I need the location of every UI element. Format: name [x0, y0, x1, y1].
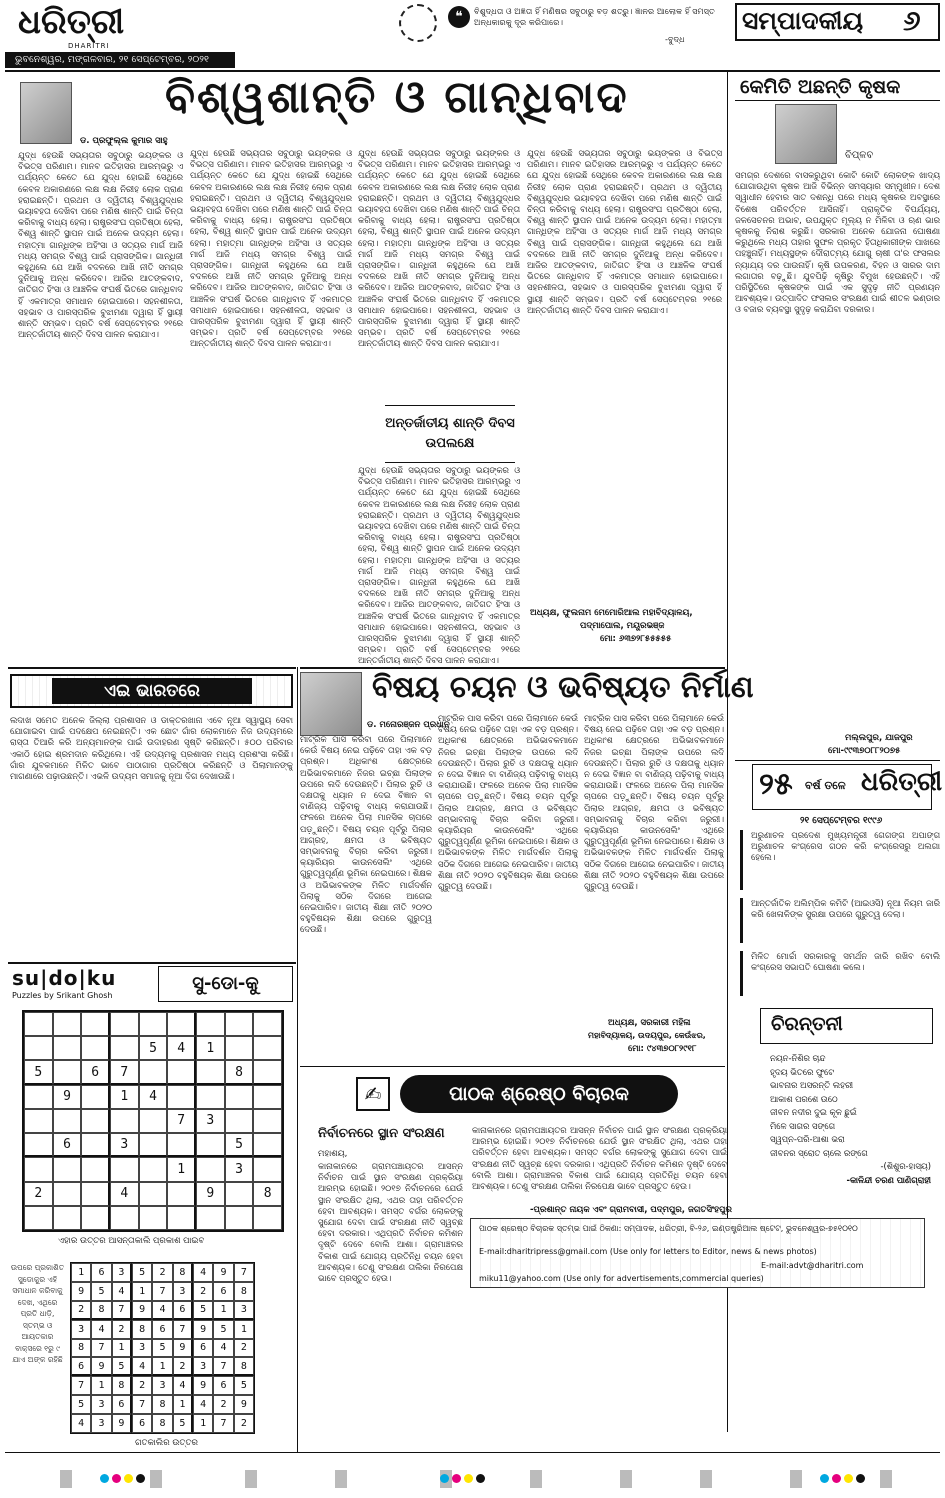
sudoku-answer-cell: 5	[71, 1395, 91, 1414]
poem-line: ଭାବନାର ଅସରନ୍ତି ଲହରୀ	[770, 1080, 854, 1090]
sudoku-cell[interactable]: 5	[225, 1133, 254, 1157]
author-photo-bishaya	[300, 672, 362, 736]
registration-dot	[856, 1474, 865, 1483]
logo[interactable]: ଧରିତ୍ରୀ	[18, 2, 125, 42]
sudoku-cell[interactable]	[53, 1060, 82, 1084]
sudoku-cell[interactable]	[253, 1133, 282, 1157]
sudoku-answer-cell: 5	[152, 1339, 172, 1358]
sudoku-cell[interactable]	[24, 1085, 53, 1109]
sudoku-cell[interactable]	[81, 1157, 110, 1181]
registration-dot	[476, 1474, 485, 1483]
sudoku-answer-cell: 8	[173, 1263, 193, 1282]
sudoku-cell[interactable]	[81, 1133, 110, 1157]
sudoku-answer-cell: 8	[91, 1301, 111, 1320]
sudoku-cell[interactable]: 9	[196, 1182, 225, 1206]
sudoku-answer-cell: 6	[91, 1263, 111, 1282]
lead-title: ବିଶ୍ୱଶାନ୍ତି ଓ ଗାନ୍ଧିବାଦ	[165, 72, 629, 123]
sudoku-answer-cell: 9	[234, 1395, 254, 1414]
sudoku-answer-cell: 9	[91, 1357, 111, 1376]
registration-marks	[0, 1466, 945, 1498]
krushak-body: ସମଗ୍ର ଦେଶରେ ବାସକରୁଥିବା କୋଟି କୋଟି ଲୋକଙ୍କ ଖାଦ୍ୟ ଯୋଗାଉଥିବା କୃଷକ ଆଜି ବିଭିନ୍ନ ସମସ୍ୟାର ସମ୍ମୁଖୀନ। ଦେଶ ସ୍ୱାଧୀନ ହେବାର ସାତ ଦଶନ୍ଧି ପରେ ମଧ୍ୟ କୃଷକର ଅବସ୍ଥାରେ ବିଶେଷ ପରିବର୍ତ୍ତନ ଆସିନାହିଁ। ପ୍ରାକୃତିକ ବିପର୍ଯ୍ୟୟ, ଜଳସେଚନର ଅଭାବ, ଉପଯୁକ୍ତ ମୂଲ୍ୟ ନ ମିଳିବା ଓ ଋଣ ଭାର କୃଷକକୁ ନିରାଶ କରୁଛି। ସରକାର ଅନେକ ଯୋଜନା ଘୋଷଣା କରୁଥିଲେ ମଧ୍ୟ ତାହାର ସୁଫଳ ପ୍ରକୃତ ହିତାଧିକାରୀଙ୍କ ପାଖରେ ପହଞ୍ଚୁନାହିଁ। ମଧ୍ୟସ୍ଥଙ୍କ ଦୌରାତ୍ମ୍ୟ ଯୋଗୁ ଚାଷୀ ତା'ର ଫସଲର ନ୍ୟାଯ୍ୟ ଦର ପାଉନାହିଁ। କୃଷି ଉପକରଣ, ବିହନ ଓ ସାରର ଦାମ ଲଗାତାର ବଢ଼ୁଛି। ଯୁବପିଢ଼ି କୃଷିରୁ ବିମୁଖ ହେଉଛନ୍ତି। ଏହି ପରିସ୍ଥିତିରେ କୃଷକଙ୍କ ପାଇଁ ଏକ ସୁଦୃଢ଼ ନୀତି ପ୍ରଣୟନ ଆବଶ୍ୟକ। ଉତ୍ପାଦିତ ଫସଲର ସଂରକ୍ଷଣ ପାଇଁ ଶୀତଳ ଭଣ୍ଡାର ଓ ବଜାର ବ୍ୟବସ୍ଥା ସୁଦୃଢ଼ କରାଯିବା ଦରକାର।	[735, 170, 940, 315]
bishaya-sign-2: ମହାବିଦ୍ୟାଳୟ, ଉଦୟପୁର, କେଉଁଝର,	[588, 1031, 706, 1040]
grey-bar	[530, 1470, 542, 1488]
sudoku-answer-cell: 4	[193, 1263, 213, 1282]
bishaya-column-2: ମାଟ୍ରିକ ପାସ କରିବା ପରେ ପିଲାମାନେ କେଉଁ ବିଷୟ ନେଇ ପଢ଼ିବେ ତାହା ଏକ ବଡ଼ ପ୍ରଶ୍ନ। ଅଧିକାଂଶ କ୍ଷେତ୍ରରେ ଅଭିଭାବକମାନେ ନିଜର ଇଚ୍ଛା ପିଲାଙ୍କ ଉପରେ ଲଦି ଦେଉଛନ୍ତି। ପିଲାର ରୁଚି ଓ ଦକ୍ଷତାକୁ ଧ୍ୟାନ ନ ଦେଇ ବିଜ୍ଞାନ ବା ବାଣିଜ୍ୟ ପଢ଼ିବାକୁ ବାଧ୍ୟ କରାଯାଉଛି। ଫଳରେ ଅନେକ ପିଲା ମାନସିକ ଚାପରେ ପଡ଼ୁଛନ୍ତି। ବିଷୟ ଚୟନ ପୂର୍ବରୁ ପିଲାର ଆଗ୍ରହ, କ୍ଷମତା ଓ ଭବିଷ୍ୟତ ସମ୍ଭାବନାକୁ ବିଚାର କରିବା ଜରୁରୀ। କ୍ୟାରିୟର କାଉନସେଲିଂ ଏଥିରେ ଗୁରୁତ୍ୱପୂର୍ଣ୍ଣ ଭୂମିକା ନେଇପାରେ। ଶିକ୍ଷକ ଓ ଅଭିଭାବକଙ୍କ ମିଳିତ ମାର୍ଗଦର୍ଶନ ପିଲାକୁ ସଠିକ ଦିଗରେ ଆଗେଇ ନେଇପାରିବ। ଜାତୀୟ ଶିକ୍ଷା ନୀତି ୨୦୨୦ ବହୁବିଷୟକ ଶିକ୍ଷା ଉପରେ ଗୁରୁତ୍ୱ ଦେଉଛି।	[438, 713, 578, 892]
sudoku-answer-cell: 4	[132, 1357, 152, 1376]
sudoku-cell[interactable]: 5	[24, 1060, 53, 1084]
sudoku-brand: su|do|ku	[12, 966, 117, 990]
sudoku-cell[interactable]: 6	[81, 1060, 110, 1084]
footer-rule	[5, 1452, 940, 1453]
sudoku-answer-cell: 5	[91, 1282, 111, 1301]
anniv-rule	[735, 760, 940, 761]
sudoku-cell[interactable]	[167, 1060, 196, 1084]
sudoku-answer-cell: 5	[213, 1320, 233, 1339]
sudoku-cell[interactable]	[81, 1109, 110, 1133]
registration-dot	[100, 1474, 109, 1483]
sudoku-answer-cell: 4	[173, 1376, 193, 1395]
sudoku-answer-cell: 2	[234, 1414, 254, 1433]
sudoku-answer-cell: 7	[132, 1395, 152, 1414]
sudoku-cell[interactable]	[53, 1012, 82, 1036]
sudoku-cell[interactable]	[110, 1036, 139, 1060]
registration-dot	[112, 1474, 121, 1483]
col-rule-2	[297, 667, 298, 1452]
section-rule-left	[8, 667, 296, 669]
sudoku-answer-cell: 7	[71, 1376, 91, 1395]
sudoku-cell[interactable]: 3	[225, 1157, 254, 1181]
poem-line: ମିଳେ ସାଗର ସଙ୍ଗେ	[770, 1120, 836, 1131]
anniv-item: ଆନ୍ତର୍ଜାତିକ ଅଲିମ୍ପିକ କମିଟି (ଆଇଓସି) ନୂଆ ନିୟମ ଜାରି କରି ଖେଳାଳିଙ୍କ ସୁରକ୍ଷା ଉପରେ ଗୁରୁତ୍ୱ ଦେଲା।	[740, 898, 940, 943]
quote-author: -ବୁଦ୍ଧ	[665, 34, 685, 44]
sudoku-rule	[8, 962, 296, 964]
sudoku-cell[interactable]	[253, 1036, 282, 1060]
grey-bar	[60, 1470, 72, 1488]
sudoku-answer-cell: 2	[132, 1376, 152, 1395]
pathak-address: ପାଠକ ଶ୍ରେଷ୍ଠ ବିଚାରକ ସ୍ତମ୍ଭ ପାଇଁ ଠିକଣା: ସମ୍ପାଦକ, ଧରିତ୍ରୀ, ବି-୨୬, ଇଣ୍ଡଷ୍ଟ୍ରିଆଲ ଷ୍ଟେଟ, ଭୁବନେଶ୍ୱର-୭୫୧୦୧୦	[479, 1224, 858, 1233]
sudoku-answer-cell: 7	[173, 1320, 193, 1339]
pathak-email-3[interactable]: miku11@yahoo.com (Use only for advertisements,commercial queries)	[479, 1274, 764, 1283]
sudoku-answer-cell: 7	[213, 1414, 233, 1433]
masthead	[0, 0, 945, 78]
grey-bar	[700, 1470, 712, 1488]
sudoku-cell[interactable]: 4	[139, 1085, 168, 1109]
anniv-label: ବର୍ଷ ତଳେ	[805, 779, 846, 792]
sudoku-answer-cell: 3	[193, 1357, 213, 1376]
pathak-body-2: କାନାକାନରେ ଗ୍ରାମପଞ୍ଚାୟତର ଆସନ୍ନ ନିର୍ବାଚନ ପାଇଁ ସ୍ଥାନ ସଂରକ୍ଷଣ ପ୍ରକ୍ରିୟା ଆରମ୍ଭ ହୋଇଛି। ୨୦୧୭ ନିର୍ବାଚନରେ ଯେଉଁ ସ୍ଥାନ ସଂରକ୍ଷିତ ଥିଲା, ଏଥର ତାହା ପରିବର୍ତ୍ତନ ହେବା ଆବଶ୍ୟକ। ସମସ୍ତ ବର୍ଗର ଲୋକଙ୍କୁ ସୁଯୋଗ ଦେବା ପାଇଁ ସଂରକ୍ଷଣ ନୀତି ସ୍ୱଚ୍ଛ ହେବା ଦରକାର। ଏଥିପ୍ରତି ନିର୍ବାଚନ କମିଶନ ଦୃଷ୍ଟି ଦେବେ ବୋଲି ଆଶା। ଗ୍ରାମାଞ୍ଚଳର ବିକାଶ ପାଇଁ ଯୋଗ୍ୟ ପ୍ରତିନିଧି ଚୟନ ହେବା ଆବଶ୍ୟକ। ତେଣୁ ସଂରକ୍ଷଣ ତାଲିକା ନିରପେକ୍ଷ ଭାବେ ପ୍ରସ୍ତୁତ ହେଉ।	[472, 1125, 727, 1192]
letters-icon: ✍	[356, 1077, 390, 1111]
lead-column-1: ଯୁଦ୍ଧ ହେଉଛି ସଭ୍ୟତାର ସବୁଠାରୁ ଭୟଙ୍କର ଓ ବିଭତ୍ସ ପରିଣାମ। ମାନବ ଇତିହାସର ଆରମ୍ଭରୁ ଏ ପର୍ଯ୍ୟନ୍ତ କେତେ ଯେ ଯୁଦ୍ଧ ହୋଇଛି ସେଥିରେ କେବଳ ଅକାରଣରେ ଲକ୍ଷ ଲକ୍ଷ ନିରୀହ ଲୋକ ପ୍ରାଣ ହରାଇଛନ୍ତି। ପ୍ରଥମ ଓ ଦ୍ୱିତୀୟ ବିଶ୍ୱଯୁଦ୍ଧର ଭୟାବହତା ଦେଖିବା ପରେ ମଣିଷ ଶାନ୍ତି ପାଇଁ ଚିନ୍ତା କରିବାକୁ ବାଧ୍ୟ ହେଲା। ରାଷ୍ଟ୍ରସଂଘ ପ୍ରତିଷ୍ଠା ହେଲା, ବିଶ୍ୱ ଶାନ୍ତି ସ୍ଥାପନ ପାଇଁ ଅନେକ ଉଦ୍ୟମ ହେଲା। ମହାତ୍ମା ଗାନ୍ଧିଙ୍କ ଅହିଂସା ଓ ସତ୍ୟର ମାର୍ଗ ଆଜି ମଧ୍ୟ ସମଗ୍ର ବିଶ୍ୱ ପାଇଁ ପ୍ରାସଙ୍ଗିକ। ଗାନ୍ଧିଜୀ କହୁଥିଲେ ଯେ ଆଖି ବଦଳରେ ଆଖି ନୀତି ସମଗ୍ର ଦୁନିଆକୁ ଅନ୍ଧ କରିଦେବ। ଆଜିର ଆତଙ୍କବାଦ, ଜାତିଗତ ହିଂସା ଓ ଆଞ୍ଚଳିକ ସଂଘର୍ଷ ଭିତରେ ଗାନ୍ଧିବାଦ ହିଁ ଏକମାତ୍ର ସମାଧାନ ହୋଇପାରେ। ସହନଶୀଳତା, ସହଭାବ ଓ ପାରସ୍ପରିକ ବୁଝାମଣା ଦ୍ୱାରା ହିଁ ସ୍ଥାୟୀ ଶାନ୍ତି ସମ୍ଭବ। ପ୍ରତି ବର୍ଷ ସେପ୍ଟେମ୍ବର ୨୧ରେ ଆନ୍ତର୍ଜାତୀୟ ଶାନ୍ତି ଦିବସ ପାଳନ କରାଯାଏ।	[18, 150, 183, 340]
lead-pullquote: ଅନ୍ତର୍ଜାତୀୟ ଶାନ୍ତି ଦିବସ ଉପଲକ୍ଷେ	[385, 405, 515, 463]
sudoku-cell[interactable]	[167, 1012, 196, 1036]
sudoku-cell[interactable]	[24, 1206, 53, 1230]
sudoku-answer-cell: 9	[193, 1376, 213, 1395]
sudoku-answer-cell: 1	[71, 1263, 91, 1282]
sudoku-answer-cell: 2	[213, 1395, 233, 1414]
sudoku-cell[interactable]: 7	[110, 1060, 139, 1084]
lead-column-2: ଯୁଦ୍ଧ ହେଉଛି ସଭ୍ୟତାର ସବୁଠାରୁ ଭୟଙ୍କର ଓ ବିଭତ୍ସ ପରିଣାମ। ମାନବ ଇତିହାସର ଆରମ୍ଭରୁ ଏ ପର୍ଯ୍ୟନ୍ତ କେତେ ଯେ ଯୁଦ୍ଧ ହୋଇଛି ସେଥିରେ କେବଳ ଅକାରଣରେ ଲକ୍ଷ ଲକ୍ଷ ନିରୀହ ଲୋକ ପ୍ରାଣ ହରାଇଛନ୍ତି। ପ୍ରଥମ ଓ ଦ୍ୱିତୀୟ ବିଶ୍ୱଯୁଦ୍ଧର ଭୟାବହତା ଦେଖିବା ପରେ ମଣିଷ ଶାନ୍ତି ପାଇଁ ଚିନ୍ତା କରିବାକୁ ବାଧ୍ୟ ହେଲା। ରାଷ୍ଟ୍ରସଂଘ ପ୍ରତିଷ୍ଠା ହେଲା, ବିଶ୍ୱ ଶାନ୍ତି ସ୍ଥାପନ ପାଇଁ ଅନେକ ଉଦ୍ୟମ ହେଲା। ମହାତ୍ମା ଗାନ୍ଧିଙ୍କ ଅହିଂସା ଓ ସତ୍ୟର ମାର୍ଗ ଆଜି ମଧ୍ୟ ସମଗ୍ର ବିଶ୍ୱ ପାଇଁ ପ୍ରାସଙ୍ଗିକ। ଗାନ୍ଧିଜୀ କହୁଥିଲେ ଯେ ଆଖି ବଦଳରେ ଆଖି ନୀତି ସମଗ୍ର ଦୁନିଆକୁ ଅନ୍ଧ କରିଦେବ। ଆଜିର ଆତଙ୍କବାଦ, ଜାତିଗତ ହିଂସା ଓ ଆଞ୍ଚଳିକ ସଂଘର୍ଷ ଭିତରେ ଗାନ୍ଧିବାଦ ହିଁ ଏକମାତ୍ର ସମାଧାନ ହୋଇପାରେ। ସହନଶୀଳତା, ସହଭାବ ଓ ପାରସ୍ପରିକ ବୁଝାମଣା ଦ୍ୱାରା ହିଁ ସ୍ଥାୟୀ ଶାନ୍ତି ସମ୍ଭବ। ପ୍ରତି ବର୍ଷ ସେପ୍ଟେମ୍ବର ୨୧ରେ ଆନ୍ତର୍ଜାତୀୟ ଶାନ୍ତି ଦିବସ ପାଳନ କରାଯାଏ।	[190, 148, 352, 349]
anniv-date: ୨୧ ସେପ୍ଟେମ୍ବର ୧୯୯୬	[800, 816, 883, 826]
sudoku-cell[interactable]: 3	[110, 1133, 139, 1157]
krushak-rule	[735, 100, 940, 101]
sudoku-answer-cell: 2	[234, 1339, 254, 1358]
lead-column-3: ଯୁଦ୍ଧ ହେଉଛି ସଭ୍ୟତାର ସବୁଠାରୁ ଭୟଙ୍କର ଓ ବିଭତ୍ସ ପରିଣାମ। ମାନବ ଇତିହାସର ଆରମ୍ଭରୁ ଏ ପର୍ଯ୍ୟନ୍ତ କେତେ ଯେ ଯୁଦ୍ଧ ହୋଇଛି ସେଥିରେ କେବଳ ଅକାରଣରେ ଲକ୍ଷ ଲକ୍ଷ ନିରୀହ ଲୋକ ପ୍ରାଣ ହରାଇଛନ୍ତି। ପ୍ରଥମ ଓ ଦ୍ୱିତୀୟ ବିଶ୍ୱଯୁଦ୍ଧର ଭୟାବହତା ଦେଖିବା ପରେ ମଣିଷ ଶାନ୍ତି ପାଇଁ ଚିନ୍ତା କରିବାକୁ ବାଧ୍ୟ ହେଲା। ରାଷ୍ଟ୍ରସଂଘ ପ୍ରତିଷ୍ଠା ହେଲା, ବିଶ୍ୱ ଶାନ୍ତି ସ୍ଥାପନ ପାଇଁ ଅନେକ ଉଦ୍ୟମ ହେଲା। ମହାତ୍ମା ଗାନ୍ଧିଙ୍କ ଅହିଂସା ଓ ସତ୍ୟର ମାର୍ଗ ଆଜି ମଧ୍ୟ ସମଗ୍ର ବିଶ୍ୱ ପାଇଁ ପ୍ରାସଙ୍ଗିକ। ଗାନ୍ଧିଜୀ କହୁଥିଲେ ଯେ ଆଖି ବଦଳରେ ଆଖି ନୀତି ସମଗ୍ର ଦୁନିଆକୁ ଅନ୍ଧ କରିଦେବ। ଆଜିର ଆତଙ୍କବାଦ, ଜାତିଗତ ହିଂସା ଓ ଆଞ୍ଚଳିକ ସଂଘର୍ଷ ଭିତରେ ଗାନ୍ଧିବାଦ ହିଁ ଏକମାତ୍ର ସମାଧାନ ହୋଇପାରେ। ସହନଶୀଳତା, ସହଭାବ ଓ ପାରସ୍ପରିକ ବୁଝାମଣା ଦ୍ୱାରା ହିଁ ସ୍ଥାୟୀ ଶାନ୍ତି ସମ୍ଭବ। ପ୍ରତି ବର୍ଷ ସେପ୍ଟେମ୍ବର ୨୧ରେ ଆନ୍ତର୍ଜାତୀୟ ଶାନ୍ତି ଦିବସ ପାଳନ କରାଯାଏ।	[358, 148, 520, 349]
sudoku-answer-cell: 7	[91, 1339, 111, 1358]
logo-subtitle: DHARITRI	[68, 42, 110, 50]
sudoku-cell[interactable]: 4	[110, 1182, 139, 1206]
sudoku-cell[interactable]	[139, 1133, 168, 1157]
sudoku-answer-cell: 7	[112, 1301, 132, 1320]
sudoku-cell[interactable]: 1	[110, 1085, 139, 1109]
sudoku-cell[interactable]	[196, 1085, 225, 1109]
sudoku-cell[interactable]: 8	[225, 1060, 254, 1084]
grey-bar	[790, 1470, 802, 1488]
sudoku-cell[interactable]	[167, 1085, 196, 1109]
sudoku-cell[interactable]: 6	[53, 1133, 82, 1157]
author-photo-lead	[20, 82, 72, 144]
poem-line: ଜୀବନର ସ୍ରୋତ ଚାଲେ ରଙ୍ଗେ	[770, 1147, 868, 1158]
sudoku-answer-cell: 5	[132, 1263, 152, 1282]
sudoku-cell[interactable]	[196, 1012, 225, 1036]
poem-line: ସ୍ୱପ୍ନ-ପରି-ଆଶା ଭରା	[770, 1134, 845, 1144]
sudoku-answer-cell: 6	[112, 1395, 132, 1414]
sudoku-answer-caption: ଗତକାଲିର ଉତ୍ତର	[135, 1438, 198, 1448]
sudoku-cell[interactable]	[81, 1182, 110, 1206]
pathak-banner	[360, 1075, 680, 1113]
sudoku-answer-cell: 2	[193, 1282, 213, 1301]
sudoku-answer-cell: 9	[173, 1339, 193, 1358]
sudoku-cell[interactable]	[81, 1012, 110, 1036]
sudoku-cell[interactable]	[81, 1036, 110, 1060]
sudoku-answer-cell: 2	[173, 1357, 193, 1376]
grey-bar	[880, 1470, 892, 1488]
sudoku-answer-cell: 1	[234, 1320, 254, 1339]
anniv-years: ୨୫	[759, 767, 793, 802]
sudoku-cell[interactable]	[24, 1036, 53, 1060]
anniv-paper: ଧରିତ୍ରୀ	[861, 767, 943, 797]
sudoku-title-odia: ସୁ-ଡୋ-କୁ	[158, 966, 293, 1002]
sudoku-answer-cell: 8	[132, 1320, 152, 1339]
bishaya-column-1: ମାଟ୍ରିକ ପାସ କରିବା ପରେ ପିଲାମାନେ କେଉଁ ବିଷୟ ନେଇ ପଢ଼ିବେ ତାହା ଏକ ବଡ଼ ପ୍ରଶ୍ନ। ଅଧିକାଂଶ କ୍ଷେତ୍ରରେ ଅଭିଭାବକମାନେ ନିଜର ଇଚ୍ଛା ପିଲାଙ୍କ ଉପରେ ଲଦି ଦେଉଛନ୍ତି। ପିଲାର ରୁଚି ଓ ଦକ୍ଷତାକୁ ଧ୍ୟାନ ନ ଦେଇ ବିଜ୍ଞାନ ବା ବାଣିଜ୍ୟ ପଢ଼ିବାକୁ ବାଧ୍ୟ କରାଯାଉଛି। ଫଳରେ ଅନେକ ପିଲା ମାନସିକ ଚାପରେ ପଡ଼ୁଛନ୍ତି। ବିଷୟ ଚୟନ ପୂର୍ବରୁ ପିଲାର ଆଗ୍ରହ, କ୍ଷମତା ଓ ଭବିଷ୍ୟତ ସମ୍ଭାବନାକୁ ବିଚାର କରିବା ଜରୁରୀ। କ୍ୟାରିୟର କାଉନସେଲିଂ ଏଥିରେ ଗୁରୁତ୍ୱପୂର୍ଣ୍ଣ ଭୂମିକା ନେଇପାରେ। ଶିକ୍ଷକ ଓ ଅଭିଭାବକଙ୍କ ମିଳିତ ମାର୍ଗଦର୍ଶନ ପିଲାକୁ ସଠିକ ଦିଗରେ ଆଗେଇ ନେଇପାରିବ। ଜାତୀୟ ଶିକ୍ଷା ନୀତି ୨୦୨୦ ବହୁବିଷୟକ ଶିକ୍ଷା ଉପରେ ଗୁରୁତ୍ୱ ଦେଉଛି।	[300, 734, 432, 935]
sudoku-answer-cell: 6	[213, 1282, 233, 1301]
sudoku-answer-cell: 2	[112, 1320, 132, 1339]
sudoku-answer-label: ଉପରେ ପ୍ରକାଶିତ ସୁଡୋକୁର ଏହି ସମାଧାନ କରିବାକୁ ଦେଖ, ଏଥିରେ ପ୍ରତି ଧାଡ଼ି, ସ୍ତମ୍ଭ ଓ ଆୟତକାର ବାକ୍ସରେ ୧ରୁ ୯ ଯାଏ ଅଙ୍କ ରହିଛି	[10, 1263, 65, 1364]
sudoku-cell[interactable]	[253, 1012, 282, 1036]
sudoku-cell[interactable]	[253, 1060, 282, 1084]
sudoku-answer-cell: 3	[152, 1376, 172, 1395]
pathak-email-1[interactable]: E-mail:dharitripress@gmail.com (Use only for letters to Editor, news & news photos)	[479, 1247, 817, 1256]
sudoku-cell[interactable]	[110, 1012, 139, 1036]
bishaya-title: ବିଷୟ ଚୟନ ଓ ଭବିଷ୍ୟତ ନିର୍ମାଣ	[372, 670, 754, 705]
anniv-item: ମିଳିତ ମୋର୍ଚ୍ଚା ସରକାରକୁ ସମର୍ଥନ ଜାରି ରଖିବ ବୋଲି କଂଗ୍ରେସ ସଭାପତି ଘୋଷଣା କଲେ।	[740, 951, 940, 996]
sudoku-answer-cell: 1	[152, 1357, 172, 1376]
registration-dot	[464, 1474, 473, 1483]
sudoku-cell[interactable]	[139, 1157, 168, 1181]
sudoku-cell[interactable]	[139, 1206, 168, 1230]
sudoku-cell[interactable]: 4	[167, 1036, 196, 1060]
sudoku-answer-cell: 8	[71, 1339, 91, 1358]
lead-sign-phone: ମୋ: ୬୩୭୨୮୫୫୫୫୫	[600, 634, 672, 644]
registration-dot	[844, 1474, 853, 1483]
bishaya-sign-1: ଅଧ୍ୟକ୍ଷ, ସରକାରୀ ମହିଳା	[608, 1018, 691, 1028]
sudoku-cell[interactable]	[253, 1085, 282, 1109]
sudoku-answer-cell: 6	[213, 1376, 233, 1395]
poem-line: ଆକାଶ ପରଶେ ଉଠେ	[770, 1093, 838, 1104]
sudoku-answer-cell: 9	[213, 1263, 233, 1282]
sudoku-cell[interactable]	[110, 1109, 139, 1133]
lead-column-4: ଯୁଦ୍ଧ ହେଉଛି ସଭ୍ୟତାର ସବୁଠାରୁ ଭୟଙ୍କର ଓ ବିଭତ୍ସ ପରିଣାମ। ମାନବ ଇତିହାସର ଆରମ୍ଭରୁ ଏ ପର୍ଯ୍ୟନ୍ତ କେତେ ଯେ ଯୁଦ୍ଧ ହୋଇଛି ସେଥିରେ କେବଳ ଅକାରଣରେ ଲକ୍ଷ ଲକ୍ଷ ନିରୀହ ଲୋକ ପ୍ରାଣ ହରାଇଛନ୍ତି। ପ୍ରଥମ ଓ ଦ୍ୱିତୀୟ ବିଶ୍ୱଯୁଦ୍ଧର ଭୟାବହତା ଦେଖିବା ପରେ ମଣିଷ ଶାନ୍ତି ପାଇଁ ଚିନ୍ତା କରିବାକୁ ବାଧ୍ୟ ହେଲା। ରାଷ୍ଟ୍ରସଂଘ ପ୍ରତିଷ୍ଠା ହେଲା, ବିଶ୍ୱ ଶାନ୍ତି ସ୍ଥାପନ ପାଇଁ ଅନେକ ଉଦ୍ୟମ ହେଲା। ମହାତ୍ମା ଗାନ୍ଧିଙ୍କ ଅହିଂସା ଓ ସତ୍ୟର ମାର୍ଗ ଆଜି ମଧ୍ୟ ସମଗ୍ର ବିଶ୍ୱ ପାଇଁ ପ୍ରାସଙ୍ଗିକ। ଗାନ୍ଧିଜୀ କହୁଥିଲେ ଯେ ଆଖି ବଦଳରେ ଆଖି ନୀତି ସମଗ୍ର ଦୁନିଆକୁ ଅନ୍ଧ କରିଦେବ। ଆଜିର ଆତଙ୍କବାଦ, ଜାତିଗତ ହିଂସା ଓ ଆଞ୍ଚଳିକ ସଂଘର୍ଷ ଭିତରେ ଗାନ୍ଧିବାଦ ହିଁ ଏକମାତ୍ର ସମାଧାନ ହୋଇପାରେ। ସହନଶୀଳତା, ସହଭାବ ଓ ପାରସ୍ପରିକ ବୁଝାମଣା ଦ୍ୱାରା ହିଁ ସ୍ଥାୟୀ ଶାନ୍ତି ସମ୍ଭବ। ପ୍ରତି ବର୍ଷ ସେପ୍ଟେମ୍ବର ୨୧ରେ ଆନ୍ତର୍ଜାତୀୟ ଶାନ୍ତି ଦିବସ ପାଳନ କରାଯାଏ।	[527, 148, 722, 315]
sudoku-grid[interactable]	[22, 1010, 284, 1232]
bishaya-column-3: ମାଟ୍ରିକ ପାସ କରିବା ପରେ ପିଲାମାନେ କେଉଁ ବିଷୟ ନେଇ ପଢ଼ିବେ ତାହା ଏକ ବଡ଼ ପ୍ରଶ୍ନ। ଅଧିକାଂଶ କ୍ଷେତ୍ରରେ ଅଭିଭାବକମାନେ ନିଜର ଇଚ୍ଛା ପିଲାଙ୍କ ଉପରେ ଲଦି ଦେଉଛନ୍ତି। ପିଲାର ରୁଚି ଓ ଦକ୍ଷତାକୁ ଧ୍ୟାନ ନ ଦେଇ ବିଜ୍ଞାନ ବା ବାଣିଜ୍ୟ ପଢ଼ିବାକୁ ବାଧ୍ୟ କରାଯାଉଛି। ଫଳରେ ଅନେକ ପିଲା ମାନସିକ ଚାପରେ ପଡ଼ୁଛନ୍ତି। ବିଷୟ ଚୟନ ପୂର୍ବରୁ ପିଲାର ଆଗ୍ରହ, କ୍ଷମତା ଓ ଭବିଷ୍ୟତ ସମ୍ଭାବନାକୁ ବିଚାର କରିବା ଜରୁରୀ। କ୍ୟାରିୟର କାଉନସେଲିଂ ଏଥିରେ ଗୁରୁତ୍ୱପୂର୍ଣ୍ଣ ଭୂମିକା ନେଇପାରେ। ଶିକ୍ଷକ ଓ ଅଭିଭାବକଙ୍କ ମିଳିତ ମାର୍ଗଦର୍ଶନ ପିଲାକୁ ସଠିକ ଦିଗରେ ଆଗେଇ ନେଇପାରିବ। ଜାତୀୟ ଶିକ୍ଷା ନୀତି ୨୦୨୦ ବହୁବିଷୟକ ଶିକ୍ଷା ଉପରେ ଗୁରୁତ୍ୱ ଦେଉଛି।	[584, 713, 724, 892]
sudoku-cell[interactable]: 1	[196, 1036, 225, 1060]
sudoku-answer-cell: 4	[152, 1301, 172, 1320]
sudoku-cell[interactable]: 1	[167, 1157, 196, 1181]
sudoku-answer-cell: 9	[112, 1414, 132, 1433]
bishaya-rule	[300, 667, 725, 669]
poem-source: -(ଶିଶୁର-ହାସ୍ୟ)	[880, 1161, 931, 1171]
sudoku-answer-cell: 4	[193, 1395, 213, 1414]
sudoku-cell[interactable]	[225, 1109, 254, 1133]
sudoku-answer-cell: 3	[173, 1282, 193, 1301]
pathak-footer-box	[470, 1218, 925, 1288]
sudoku-answer-cell: 4	[213, 1339, 233, 1358]
sudoku-cell[interactable]: 9	[53, 1085, 82, 1109]
sudoku-answer-cell: 4	[112, 1282, 132, 1301]
krushak-sign: ମଲ୍ଲପୁର, ଯାଜପୁର	[845, 733, 913, 743]
sudoku-answer-cell: 8	[152, 1414, 172, 1433]
grey-bar	[335, 1470, 347, 1488]
pathak-rule	[300, 1066, 725, 1067]
anniv-item: ଅରୁଣାଚଳ ପ୍ରଦେଶ ମୁଖ୍ୟମନ୍ତ୍ରୀ ଗେଗଙ୍ଗ ଅପାଙ୍ଗ ଅରୁଣାଚଳ କଂଗ୍ରେସ ଗଠନ କରି କଂଗ୍ରେସରୁ ଅଲଗା ହେଲେ।	[740, 830, 940, 890]
lead-sign-2: ପଦ୍ମାପୋଲ, ମୟୂରଭଞ୍ଜ	[580, 621, 665, 631]
sudoku-cell[interactable]	[81, 1206, 110, 1230]
sudoku-cell[interactable]	[253, 1109, 282, 1133]
sudoku-answer-grid	[70, 1262, 255, 1434]
sudoku-answer-cell: 6	[173, 1301, 193, 1320]
sudoku-cell[interactable]	[196, 1157, 225, 1181]
sudoku-cell[interactable]	[167, 1206, 196, 1230]
bishaya-phone: ମୋ: ୯୪୩୭୦୮୨୯୧୮	[628, 1044, 697, 1054]
sudoku-cell[interactable]	[24, 1109, 53, 1133]
bharat-header	[10, 674, 293, 708]
sudoku-cell[interactable]	[139, 1109, 168, 1133]
sudoku-cell[interactable]	[225, 1206, 254, 1230]
sudoku-answer-cell: 5	[234, 1376, 254, 1395]
sudoku-answer-cell: 3	[132, 1339, 152, 1358]
sudoku-answer-cell: 9	[71, 1282, 91, 1301]
sudoku-answer-cell: 4	[91, 1320, 111, 1339]
pathak-sign: -ପ୍ରଶାନ୍ତ ନାୟକ ଏବଂ ଗ୍ରାମବାସୀ, ପଦ୍ମପୁର, ଜଗତସିଂହପୁର	[530, 1205, 732, 1215]
sudoku-cell[interactable]	[253, 1157, 282, 1181]
sudoku-answer-cell: 1	[173, 1395, 193, 1414]
registration-dot	[136, 1474, 145, 1483]
sudoku-cell[interactable]	[53, 1182, 82, 1206]
sudoku-cell[interactable]	[167, 1133, 196, 1157]
sudoku-answer-cell: 2	[152, 1263, 172, 1282]
grey-bar	[245, 1470, 257, 1488]
lead-sign-1: ଅଧ୍ୟକ୍ଷ, ଫୁଲନାମ ମେମୋରିଆଲ ମହାବିଦ୍ୟାଳୟ,	[530, 608, 693, 618]
krushak-title: କେମିତି ଅଛନ୍ତି କୃଷକ	[740, 76, 901, 98]
pathak-email-2[interactable]: E-mail:advt@dharitri.com	[761, 1261, 864, 1270]
sudoku-cell[interactable]	[139, 1012, 168, 1036]
sudoku-answer-cell: 8	[112, 1376, 132, 1395]
sudoku-cell[interactable]	[253, 1206, 282, 1230]
sudoku-cell[interactable]	[24, 1157, 53, 1181]
sudoku-answer-cell: 8	[152, 1395, 172, 1414]
sun-emblem-icon	[399, 4, 437, 42]
dateline: ଭୁବନେଶ୍ୱର, ମଙ୍ଗଳବାର, ୨୧ ସେପ୍ଟେମ୍ବର, ୨୦୨୧	[15, 54, 209, 65]
sudoku-cell[interactable]	[81, 1085, 110, 1109]
registration-dot	[452, 1474, 461, 1483]
sudoku-answer-cell: 3	[71, 1320, 91, 1339]
sudoku-answer-cell: 6	[71, 1357, 91, 1376]
sudoku-cell[interactable]	[196, 1060, 225, 1084]
sudoku-cell[interactable]: 3	[196, 1109, 225, 1133]
sudoku-answer-cell: 1	[132, 1282, 152, 1301]
dateline-bar	[5, 52, 235, 68]
sudoku-credit: Puzzles by Srikant Ghosh	[12, 991, 113, 1000]
sudoku-answer-cell: 9	[193, 1320, 213, 1339]
sudoku-answer-cell: 9	[132, 1301, 152, 1320]
sudoku-cell[interactable]	[225, 1085, 254, 1109]
sudoku-cell[interactable]	[196, 1133, 225, 1157]
sudoku-cell[interactable]: 8	[253, 1182, 282, 1206]
sudoku-answer-cell: 4	[71, 1414, 91, 1433]
sudoku-cell[interactable]	[225, 1182, 254, 1206]
sudoku-cell[interactable]	[225, 1012, 254, 1036]
sudoku-answer-cell: 5	[193, 1301, 213, 1320]
pathak-title: ପାଠକ ଶ୍ରେଷ୍ଠ ବିଚାରକ	[400, 1075, 678, 1113]
sudoku-answer-cell: 1	[112, 1339, 132, 1358]
sudoku-answer-cell: 7	[234, 1263, 254, 1282]
sudoku-cell[interactable]	[196, 1206, 225, 1230]
sudoku-answer-cell: 2	[71, 1301, 91, 1320]
sudoku-answer-cell: 3	[112, 1263, 132, 1282]
registration-dot	[832, 1474, 841, 1483]
sudoku-cell[interactable]	[110, 1157, 139, 1181]
sudoku-answer-cell: 5	[112, 1357, 132, 1376]
lead-author: ଡ. ପ୍ରଫୁଲ୍ଲ କୁମାର ସାହୁ	[80, 136, 168, 146]
sudoku-note: ଏହାର ଉତ୍ତର ଆସନ୍ତାକାଲି ପ୍ରକାଶ ପାଇବ	[58, 1236, 205, 1246]
sudoku-answer-cell: 5	[173, 1414, 193, 1433]
sudoku-answer-cell: 6	[193, 1339, 213, 1358]
sudoku-answer-cell: 6	[132, 1414, 152, 1433]
sudoku-cell[interactable]	[53, 1036, 82, 1060]
grey-bar	[150, 1470, 162, 1488]
poem-line: ହୃଦୟ ଭିତରେ ଫୁଟେ	[770, 1066, 835, 1077]
sudoku-cell[interactable]	[139, 1182, 168, 1206]
sudoku-answer-cell: 3	[91, 1414, 111, 1433]
sudoku-answer-cell: 3	[91, 1395, 111, 1414]
sudoku-cell[interactable]	[110, 1206, 139, 1230]
grey-bar	[620, 1470, 632, 1488]
sudoku-answer-cell: 1	[213, 1301, 233, 1320]
registration-dot	[124, 1474, 133, 1483]
chirantani-title: ଚିରନ୍ତନୀ	[771, 1013, 843, 1035]
sudoku-answer-cell: 8	[234, 1357, 254, 1376]
chirantani-poem	[770, 1052, 935, 1187]
sudoku-cell[interactable]	[225, 1036, 254, 1060]
quote-mark-icon: ❝	[448, 6, 470, 28]
sudoku-answer-cell: 6	[152, 1320, 172, 1339]
sudoku-cell[interactable]	[53, 1157, 82, 1181]
sudoku-cell[interactable]	[53, 1206, 82, 1230]
page-number: ୬	[903, 4, 921, 37]
sudoku-cell[interactable]	[24, 1133, 53, 1157]
registration-dot	[440, 1474, 449, 1483]
krushak-phone: ମୋ-୯୯୩୭୦୮୮୨୦୭୫	[828, 746, 901, 756]
sudoku-cell[interactable]: 7	[167, 1109, 196, 1133]
author-photo-krushak	[775, 104, 837, 164]
sudoku-answer-cell: 7	[152, 1282, 172, 1301]
pathak-subhead: ନିର୍ବାଚନରେ ସ୍ଥାନ ସଂରକ୍ଷଣ	[318, 1126, 445, 1141]
lead-column-3b: ଯୁଦ୍ଧ ହେଉଛି ସଭ୍ୟତାର ସବୁଠାରୁ ଭୟଙ୍କର ଓ ବିଭତ୍ସ ପରିଣାମ। ମାନବ ଇତିହାସର ଆରମ୍ଭରୁ ଏ ପର୍ଯ୍ୟନ୍ତ କେତେ ଯେ ଯୁଦ୍ଧ ହୋଇଛି ସେଥିରେ କେବଳ ଅକାରଣରେ ଲକ୍ଷ ଲକ୍ଷ ନିରୀହ ଲୋକ ପ୍ରାଣ ହରାଇଛନ୍ତି। ପ୍ରଥମ ଓ ଦ୍ୱିତୀୟ ବିଶ୍ୱଯୁଦ୍ଧର ଭୟାବହତା ଦେଖିବା ପରେ ମଣିଷ ଶାନ୍ତି ପାଇଁ ଚିନ୍ତା କରିବାକୁ ବାଧ୍ୟ ହେଲା। ରାଷ୍ଟ୍ରସଂଘ ପ୍ରତିଷ୍ଠା ହେଲା, ବିଶ୍ୱ ଶାନ୍ତି ସ୍ଥାପନ ପାଇଁ ଅନେକ ଉଦ୍ୟମ ହେଲା। ମହାତ୍ମା ଗାନ୍ଧିଙ୍କ ଅହିଂସା ଓ ସତ୍ୟର ମାର୍ଗ ଆଜି ମଧ୍ୟ ସମଗ୍ର ବିଶ୍ୱ ପାଇଁ ପ୍ରାସଙ୍ଗିକ। ଗାନ୍ଧିଜୀ କହୁଥିଲେ ଯେ ଆଖି ବଦଳରେ ଆଖି ନୀତି ସମଗ୍ର ଦୁନିଆକୁ ଅନ୍ଧ କରିଦେବ। ଆଜିର ଆତଙ୍କବାଦ, ଜାତିଗତ ହିଂସା ଓ ଆଞ୍ଚଳିକ ସଂଘର୍ଷ ଭିତରେ ଗାନ୍ଧିବାଦ ହିଁ ଏକମାତ୍ର ସମାଧାନ ହୋଇପାରେ। ସହନଶୀଳତା, ସହଭାବ ଓ ପାରସ୍ପରିକ ବୁଝାମଣା ଦ୍ୱାରା ହିଁ ସ୍ଥାୟୀ ଶାନ୍ତି ସମ୍ଭବ। ପ୍ରତି ବର୍ଷ ସେପ୍ଟେମ୍ବର ୨୧ରେ ଆନ୍ତର୍ଜାତୀୟ ଶାନ୍ତି ଦିବସ ପାଳନ କରାଯାଏ।	[358, 465, 520, 665]
sudoku-cell[interactable]	[139, 1060, 168, 1084]
bishaya-author: ଡ. ମନୋରଞ୍ଜନ ପ୍ରଧାନ	[367, 720, 450, 730]
krushak-author: ବିପ୍ଳବ	[845, 150, 874, 161]
bharat-title: ଏଇ ଭାରତରେ	[52, 678, 252, 704]
daily-quote: ବିଶୁଦ୍ଧତା ଓ ଅଜ୍ଞତା ହିଁ ମଣିଷର ସବୁଠାରୁ ବଡ଼ ଶତ୍ରୁ। ଜ୍ଞାନର ଆଲୋକ ହିଁ ସମସ୍ତ ଅନ୍ଧକାରକୁ ଦୂର କରିପାରେ।	[474, 6, 715, 27]
sudoku-cell[interactable]	[24, 1012, 53, 1036]
sudoku-cell[interactable]: 2	[24, 1182, 53, 1206]
sudoku-answer-cell: 8	[234, 1282, 254, 1301]
sudoku-answer-cell: 3	[234, 1301, 254, 1320]
chirantani-box	[760, 1008, 933, 1044]
sudoku-answer-cell: 1	[91, 1376, 111, 1395]
sudoku-cell[interactable]	[53, 1109, 82, 1133]
anniv-header	[752, 764, 943, 810]
sudoku-answer-cell: 7	[213, 1357, 233, 1376]
section-title: ସମ୍ପାଦକୀୟ	[742, 6, 864, 35]
sudoku-answer-cell: 1	[193, 1414, 213, 1433]
poem-line: ଜୀବନ ନଦୀର ଦୁଇ କୂଳ ଛୁଇଁ	[770, 1107, 857, 1117]
bharat-body: ଲଦାଖ ସମେତ ଅନେକ ଜିଲ୍ଲା ପ୍ରଶାସନ ଓ ଡାକ୍ତରଖାନା ଏବେ ନୂଆ ସ୍ୱାସ୍ଥ୍ୟ ସେବା ଯୋଗାଇବା ପାଇଁ ପଦକ୍ଷେପ ନେଇଛନ୍ତି। ଏକ ଛୋଟ ଗାଁର ଲୋକମାନେ ନିଜ ଉଦ୍ୟମରେ ରାସ୍ତା ତିଆରି କରି ଅନ୍ୟମାନଙ୍କ ପାଇଁ ଉଦାହରଣ ସୃଷ୍ଟି କରିଛନ୍ତି। ୫୦୦ ପରିବାର ଏକାଠି ହୋଇ ଶ୍ରମଦାନ କରିଥିଲେ। ଏହି ଉଦ୍ୟମକୁ ପ୍ରଶାସନ ମଧ୍ୟ ପ୍ରଶଂସା କରିଛି। ଗାଁର ଯୁବକମାନେ ମିଳିତ ଭାବେ ପାଠାଗାର ପ୍ରତିଷ୍ଠା କରିଛନ୍ତି ଓ ପିଲାମାନଙ୍କୁ ମାଗଣାରେ ପଢ଼ାଉଛନ୍ତି। ଏଭଳି ଉଦ୍ୟମ ସମାଜକୁ ନୂଆ ଦିଗ ଦେଖାଉଛି।	[10, 715, 293, 782]
sudoku-cell[interactable]: 5	[139, 1036, 168, 1060]
poem-poet: -କାଳିନ୍ଦୀ ଚରଣ ପାଣିଗ୍ରାହୀ	[846, 1174, 931, 1185]
pathak-salutation: ମହାଶୟ,	[318, 1149, 348, 1159]
sudoku-cell[interactable]	[167, 1182, 196, 1206]
poem-line: ନୟନ-ନିଶିର ଚାନ୍ଦ	[770, 1053, 826, 1063]
registration-dot	[820, 1474, 829, 1483]
pathak-body-1: କାନାକାନରେ ଗ୍ରାମପଞ୍ଚାୟତର ଆସନ୍ନ ନିର୍ବାଚନ ପାଇଁ ସ୍ଥାନ ସଂରକ୍ଷଣ ପ୍ରକ୍ରିୟା ଆରମ୍ଭ ହୋଇଛି। ୨୦୧୭ ନିର୍ବାଚନରେ ଯେଉଁ ସ୍ଥାନ ସଂରକ୍ଷିତ ଥିଲା, ଏଥର ତାହା ପରିବର୍ତ୍ତନ ହେବା ଆବଶ୍ୟକ। ସମସ୍ତ ବର୍ଗର ଲୋକଙ୍କୁ ସୁଯୋଗ ଦେବା ପାଇଁ ସଂରକ୍ଷଣ ନୀତି ସ୍ୱଚ୍ଛ ହେବା ଦରକାର। ଏଥିପ୍ରତି ନିର୍ବାଚନ କମିଶନ ଦୃଷ୍ଟି ଦେବେ ବୋଲି ଆଶା। ଗ୍ରାମାଞ୍ଚଳର ବିକାଶ ପାଇଁ ଯୋଗ୍ୟ ପ୍ରତିନିଧି ଚୟନ ହେବା ଆବଶ୍ୟକ। ତେଣୁ ସଂରକ୍ଷଣ ତାଲିକା ନିରପେକ୍ଷ ଭାବେ ପ୍ରସ୍ତୁତ ହେଉ।	[318, 1161, 463, 1284]
